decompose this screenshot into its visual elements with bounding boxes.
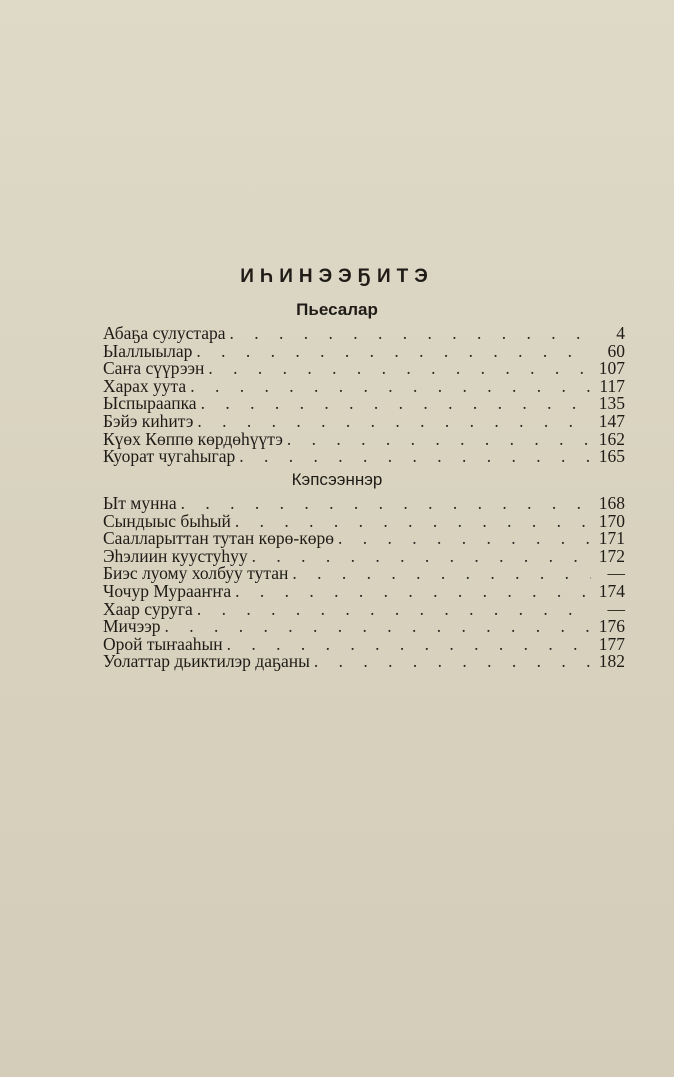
entry-title: Чочур Мурааҥҥа (103, 580, 232, 601)
entry-title: Мичээр (103, 616, 161, 637)
entry-page: 147 (598, 410, 625, 431)
toc-list-plays (103, 325, 625, 466)
leader-dots (230, 325, 592, 343)
entry-title: Эһэлиин куустуһуу (103, 545, 248, 566)
entry-page: 168 (598, 493, 625, 513)
entry-title: Биэс луому холбуу тутан (103, 563, 289, 584)
entry-page: 177 (598, 633, 625, 654)
entry-title: Ыспыраапка (103, 393, 197, 414)
entry-page: 4 (616, 323, 625, 343)
entry-page: 170 (598, 510, 625, 531)
leader-dots (197, 413, 591, 431)
entry-title: Харах уута (103, 375, 187, 396)
entry-page: — (607, 598, 625, 619)
leader-dots (196, 343, 591, 361)
section-heading-plays: Пьесалар (296, 300, 378, 319)
entry-title: Уолаттар дьиктилэр даҕаны (103, 651, 310, 672)
entry-title: Саҥа сүүрээн (103, 358, 205, 379)
leader-dots (239, 448, 591, 466)
entry-page: 117 (599, 375, 625, 396)
entry-title: Ыт мунна (103, 493, 177, 513)
leader-dots (314, 653, 591, 671)
leader-dots (292, 565, 591, 583)
entry-page: 171 (598, 528, 625, 549)
entry-page: 172 (598, 545, 625, 566)
leader-dots (197, 601, 591, 619)
leader-dots (287, 431, 591, 449)
entry-page: — (607, 563, 625, 584)
leader-dots (181, 495, 591, 513)
entry-title: Куорат чугаһыгар (103, 446, 236, 467)
entry-title: Бэйэ киһитэ (103, 410, 194, 431)
toc-entry (103, 448, 625, 466)
entry-title: Орой тыҥааһын (103, 633, 223, 654)
toc-entry (103, 598, 625, 619)
leader-dots (190, 378, 591, 396)
leader-dots (208, 360, 591, 378)
toc-list-stories (103, 495, 625, 671)
entry-title: Абаҕа сулустара (103, 323, 226, 343)
leader-dots (252, 548, 591, 566)
section-heading-stories: Кэпсээннэр (291, 470, 383, 489)
leader-dots (201, 395, 591, 413)
entry-page: 182 (598, 651, 625, 672)
toc-entry (103, 653, 625, 671)
toc-entry (103, 410, 625, 431)
entry-page: 174 (598, 580, 625, 601)
entry-title: Сындыыс быһый (103, 510, 231, 531)
entry-page: 107 (598, 358, 625, 379)
entry-title: Саалларыттан тутан көрө-көрө (103, 528, 334, 549)
entry-page: 165 (598, 446, 625, 467)
entry-title: Хаар суруга (103, 598, 193, 619)
toc-entry (103, 325, 625, 343)
entry-page: 176 (598, 616, 625, 637)
entry-page: 60 (607, 340, 625, 361)
toc-entry (103, 495, 625, 513)
entry-page: 135 (598, 393, 625, 414)
entry-title: Күөх Көппө көрдөһүүтэ (103, 428, 283, 449)
entry-title: Ыаллыылар (103, 340, 193, 361)
entry-page: 162 (598, 428, 625, 449)
leader-dots (165, 618, 592, 636)
leader-dots (338, 530, 591, 548)
toc-entry (103, 580, 625, 601)
leader-dots (235, 583, 591, 601)
page-title: ИҺИНЭЭҔИТЭ (240, 266, 434, 287)
